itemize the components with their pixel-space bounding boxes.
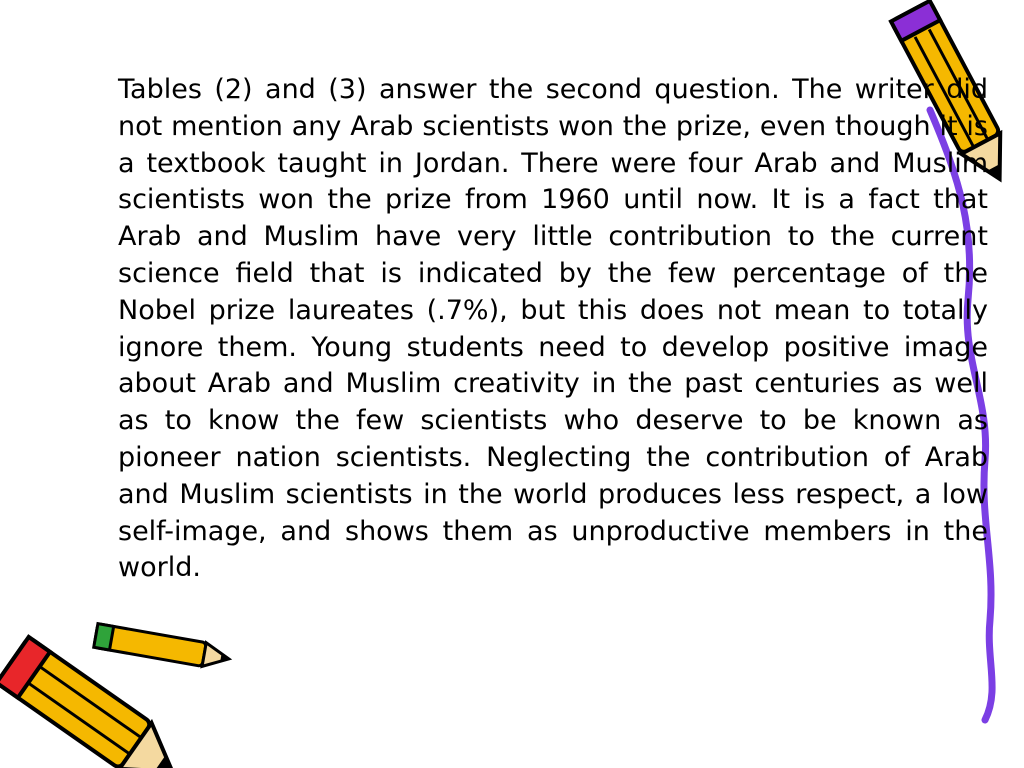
pencil-icon — [94, 624, 231, 671]
slide-body-paragraph: Tables (2) and (3) answer the second question. The writer did not mention any Arab scientists won the prize, even though it is a textbook taught in Jordan. There were four Arab and Muslim scientists won the prize from 1960 until now. It is a fact that Arab and Muslim have very little contribution to the current science field that is indicated by the few percentage of the Nobel prize laureates (.7%), but this does not mean to totally ignore them. Young students need to develop positive image about Arab and Muslim creativity in the past centuries as well as to know the few scientists who deserve to be known as pioneer nation scientists. Neglecting the contribution of Arab and Muslim scientists in the world produces less respect, a low self-image, and shows them as unproductive members in the world. — [118, 74, 988, 584]
